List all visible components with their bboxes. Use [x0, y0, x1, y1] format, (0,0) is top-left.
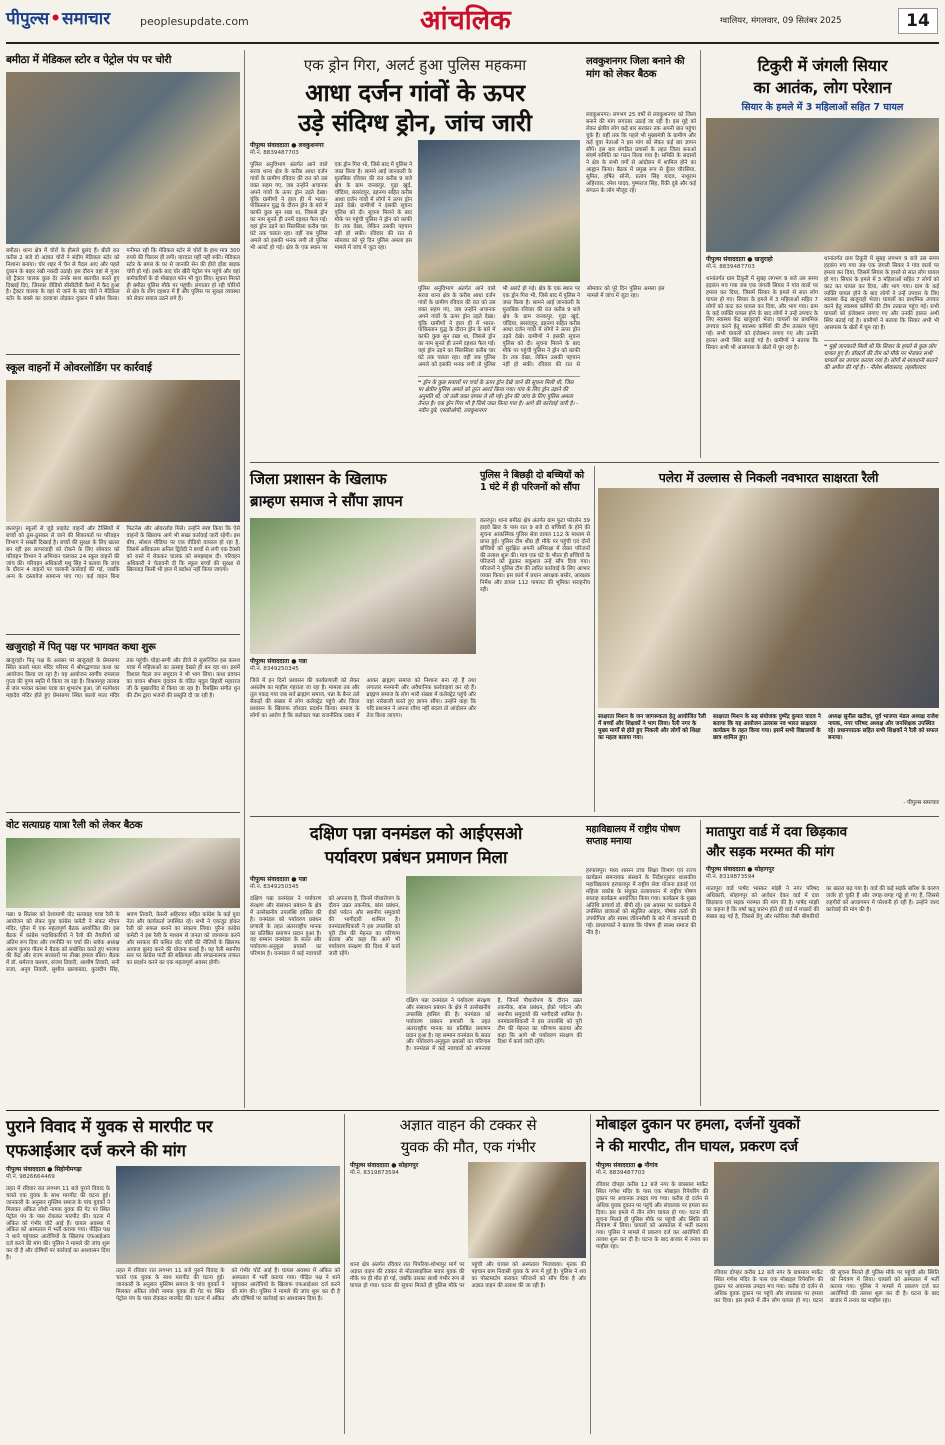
- mobile-no: मो.नं. 8349250345: [250, 883, 299, 890]
- byline-block: [250, 142, 410, 157]
- article-body: थानांतर्गत ग्राम टिकुरी में सुबह लगभग 9 बजे उस समय हड़कंप मच गया जब एक जंगली सियार ने गांव वालों पर हमला कर दिया, जिसमें सियार के हमले से सात लोग घायल हो गए। सियार के हमले में 3 महिलाओं सहित 7 लोगों को काट कर घायल कर दिया, और भाग गया। ग्राम के कई व्यक्ति घायल होने के बाद लोगों ने उन्हें उपचार के लिए स्वास्थ्य केंद्र खजुराहो भेजा। घायलों का प्राथमिक उपचार करने हेतु स्वास्थ्य कर्मियों की टीम तत्काल पहुंच गई। सभी घायलों को इंजेक्शन लगाए गए और उनकी हालत अभी स्थिर बताई गई है। ग्रामीणों ने बताया कि सियार अभी भी आसपास के खेतों में घूम रहा है।: [706, 276, 818, 352]
- article-district-demand: [586, 50, 696, 458]
- brand-left: पीपुल्स: [6, 9, 50, 30]
- divider: [250, 816, 939, 817]
- divider: [250, 462, 939, 463]
- certificate-photo[interactable]: [406, 876, 582, 994]
- brand-logo[interactable]: [6, 8, 110, 32]
- crowd-photo[interactable]: [116, 1166, 340, 1264]
- headline-line1: आधा दर्जन गांवों के ऊपर: [305, 79, 525, 107]
- quote-text: ड्रोन के कुछ सवालों पर चर्चा के ऊपर ड्रोन देखे जाने की सूचना मिली थी, जिस पर क्षेत्रीय पुलिस अमले को तुरंत अलर्ट किया गया। गांव के लिए ड्रोन उड़ाने की अनुमति थी, जो उसी वक्त वापस ले ली गई। ड्रोन की जांच के लिए पुलिस अमला तैनात है। एक ड्रोन गिरा भी है जिसे जब्त किया गया है। आगे की कार्रवाई जारी है। - नवीन दुबे, एसडीओपी, लवकुशनगर: [418, 380, 579, 414]
- article-body: रविवार दोपहर करीब 12 बजे नगर के छत्रसाल मार्केट स्थित गणेश मंदिर के पास एक मोबाइल रिपेयरिंग की दुकान पर अचानक उपद्रव मच गया। करीब दो दर्जन से अधिक युवक दुकान पर पहुंचे और संचालक पर हमला कर दिया। इस हमले में तीन लोग घायल हो गए। घटना की सूचना मिलते ही पुलिस मौके पर पहुंची और स्थिति को नियंत्रण में लिया। घायलों को अस्पताल में भर्ती कराया गया। पुलिस ने मामले में प्रकरण दर्ज कर आरोपियों की तलाश शुरू कर दी है। घटना के बाद बाजार में तनाव का माहौल रहा।: [596, 1182, 708, 1251]
- byline-block: [706, 866, 818, 881]
- headline: बमीठा में मेडिकल स्टोर व पेट्रोल पंप पर चोरी: [6, 54, 172, 66]
- school-van-photo[interactable]: [6, 380, 240, 522]
- body-continued: दक्षिण पन्ना वनमंडल ने पर्यावरण संरक्षण और संसाधन प्रबंधन के क्षेत्र में उल्लेखनीय उपलब्धि हासिल की है। वनमंडल को पर्यावरण प्रबंधन प्रणाली के तहत अंतरराष्ट्रीय मानक का प्रतिष्ठित प्रमाणन प्रदान हुआ है। यह सम्मान वनमंडल के सतत और पर्यावरण-अनुकूल प्रयासों का परिणाम है। वनमंडल में कई नवाचारों को अपनाया है, जिनमें पौधारोपण के दौरान उन्नत तकनीक, बांस प्रबंधन, ईको पर्यटन और स्थानीय समुदायों की भागीदारी शामिल है। वनमंडलाधिकारी ने इस उपलब्धि को पूरी टीम की मेहनत का परिणाम बताया और कहा कि आगे भी पर्यावरण संरक्षण की दिशा में कार्य जारी रहेंगे।: [406, 998, 582, 1053]
- headline-line2: उड़े संदिग्ध ड्रोन, जांच जारी: [298, 109, 532, 137]
- byline: पीपुल्स संवाददाता ● खजुराहो: [706, 256, 773, 263]
- headline: लवकुशनगर जिला बनाने की मांग को लेकर बैठक: [586, 56, 685, 80]
- headline-line1: जिला प्रशासन के खिलाफ: [250, 470, 387, 488]
- article-body: पन्ना। 9 सितंबर को देशव्यापी वोट सत्याग्रह यात्रा रैली के आयोजन को लेकर युवा कांग्रेस कमेटी ने संकट मोचन मंदिर, पुरैना में एक महत्वपूर्ण बैठक आयोजित की। इस बैठक में कांग्रेस पदाधिकारियों ने रैली की तैयारियों को अंतिम रूप दिया और रणनीति पर चर्चा की। ब्लॉक अध्यक्ष अरुण कुमार गौतम ने बैठक को संबोधित करते हुए भाजपा की केंद्र और राज्य सरकारों पर तीखा हमला बोला। बैठक में डॉ. धर्मराज कश्यप, संजय तिवारी, आशीष तिवारी, सनी राजा, अनूप तिवारी, सुशील खरयाबंदा, कुलदीप सिंह, श्रवण तिवारी, केसरी अहिरवार सहित कांग्रेस के कई युवा नेता और कार्यकर्ता उपस्थित रहे। सभी ने एकजुट होकर रैली को सफल बनाने का संकल्प लिया। पुरैना कांग्रेस कमेटी ने इस रैली के माध्यम से जनता को जागरूक करने और सरकार की कथित वोट चोरी की नीतियों के खिलाफ आवाज बुलंद करने की योजना बनाई है। यह रैली स्थानीय स्तर पर कांग्रेस पार्टी की सक्रियता और संगठनात्मक ताकत का प्रदर्शन करने का एक महत्वपूर्ण अवसर होगी।: [6, 912, 240, 974]
- quote-icon: ❝: [824, 344, 828, 350]
- article-body: छतरपुर। थाना बमीठा क्षेत्र अंतर्गत ग्राम फुटा फोरलेन 39 हाइवे ब्रिज के पास रात 9 बजे दो बच्चियों के होने की सूचना आकस्मिक पुलिस सेवा डायल 112 के माध्यम से प्राप्त हुई। पुलिस टीम शीघ्र ही मौके पर पहुंची एवं दोनों बच्चियों को सुरक्षित अपनी अभिरक्षा में लेकर परिजनों की तलाश शुरू की। मात्र एक घंटे के भीतर ही बच्चियों के परिजनों को ढूंढकर सकुशल उन्हें सौंप दिया गया। परिजनों ने पुलिस टीम की त्वरित कार्रवाई के लिए आभार व्यक्त किया। इस कार्य में प्रधान आरक्षक बसोर, आरक्षक निर्मेश और डायल 112 पायलट की भूमिका सराहनीय रही।: [480, 518, 590, 594]
- headline-line1: अज्ञात वाहन की टक्कर से: [399, 1116, 537, 1134]
- headline: खजुराहो में पितृ पक्ष पर भागवत कथा शुरू: [6, 642, 156, 653]
- divider: [6, 354, 240, 355]
- quote-icon: ❝: [418, 380, 422, 386]
- official-statement: [418, 376, 580, 458]
- accident-photo[interactable]: [468, 1162, 586, 1258]
- byline: पीपुल्स संवाददाता ● नौगांव: [596, 1162, 658, 1169]
- kicker: एक ड्रोन गिरा, अलर्ट हुआ पुलिस महकमा: [303, 56, 527, 74]
- article-bamitha-theft: [6, 50, 240, 350]
- article-body: जिले में इन दिनों प्रशासन की कार्यप्रणाली को लेकर असंतोष का माहौल गहराता जा रहा है। मामला तब और तूल पकड़ गया जब सर्व ब्राह्मण समाज, पन्ना के बैनर तले सैकड़ों की संख्या में लोग कलेक्ट्रेट पहुंचे और जिला प्रशासन के खिलाफ जोरदार प्रदर्शन किया। समाज के लोगों का आरोप है कि कलेक्टर पन्ना राजनीतिक दबाव में आकर ब्राह्मण समाज को निशाना बना रहे हैं तथा लगातार मनमानी और अवैधानिक कार्रवाइयां कर रहे हैं। ब्राह्मण समाज के लोग भारी संख्या में कलेक्ट्रेट पहुंचे और वहां नारेबाजी करते हुए ज्ञापन सौंपा। उन्होंने कहा कि यदि प्रशासन ने अपना रवैया नहीं बदला तो आंदोलन और तेज किया जाएगा।: [250, 678, 476, 719]
- drone-photo[interactable]: [418, 140, 580, 282]
- subheadline: सियार के हमले में 3 महिलाओं सहित 7 घायल: [741, 102, 904, 113]
- article-body: थाना क्षेत्र अंतर्गत रविवार रात पिपरिया-शोभापुर मार्ग पर अज्ञात वाहन की टक्कर से मोटरसाइकिल सवार युवक की मौके पर ही मौत हो गई, जबकि उसका साथी गंभीर रूप से घायल हो गया। घटना की सूचना मिलते ही पुलिस मौके पर पहुंची और घायल को अस्पताल भिजवाया। मृतक की पहचान ग्राम निवासी युवक के रूप में हुई है। पुलिस ने शव का पोस्टमार्टम कराकर परिजनों को सौंप दिया है और अज्ञात वाहन की तलाश की जा रही है।: [350, 1262, 586, 1289]
- byline: पीपुल्स संवाददाता ● सोहागपुर: [350, 1162, 419, 1169]
- headline-line2: एफआईआर दर्ज करने की मांग: [6, 1141, 186, 1160]
- body-continued: थानांतर्गत ग्राम टिकुरी में सुबह लगभग 9 बजे उस समय हड़कंप मच गया जब एक जंगली सियार ने गांव वालों पर हमला कर दिया, जिसमें सियार के हमले से सात लोग घायल हो गए। सियार के हमले में 3 महिलाओं सहित 7 लोगों को काट कर घायल कर दिया, और भाग गया। ग्राम के कई व्यक्ति घायल होने के बाद लोगों ने उन्हें उपचार के लिए स्वास्थ्य केंद्र खजुराहो भेजा। घायलों का प्राथमिक उपचार करने हेतु स्वास्थ्य कर्मियों की टीम तत्काल पहुंच गई। सभी घायलों को इंजेक्शन लगाए गए और उनकी हालत अभी स्थिर बताई गई है। ग्रामीणों ने बताया कि सियार अभी भी आसपास के खेतों में घूम रहा है।: [824, 256, 939, 332]
- mobile-no: मो.नं. 8839487703: [250, 149, 299, 156]
- mobile-no: मो.नं. 8839487703: [706, 263, 755, 270]
- section-title: आंचलिक: [420, 5, 511, 36]
- mobile-no: मो.नं. 8839487703: [596, 1169, 645, 1176]
- headline-line1: मातापुरा वार्ड में दवा छिड़काव: [706, 824, 847, 840]
- byline-block: [706, 256, 818, 271]
- headline-line2: ब्राम्हण समाज ने सौंपा ज्ञापन: [250, 492, 403, 510]
- column-rule: [594, 466, 595, 812]
- byline-block: [350, 1162, 470, 1177]
- column-rule: [700, 820, 701, 1106]
- caption-3: अध्यक्ष सुनील खटीक, पूर्व भाजपा मंडल अध्यक्ष राजेश नायक, नगर परिषद अध्यक्ष और जनशिक्षक उपस्थित रहे। प्रधानपाठक सहित सभी शिक्षकों ने रैली को सफल बनाया।: [828, 714, 939, 742]
- site-url[interactable]: peoplesupdate.com: [140, 15, 249, 28]
- headline-line2: और सड़क मरम्मत की मांग: [706, 844, 834, 860]
- column-rule: [700, 50, 701, 458]
- divider: [6, 634, 240, 635]
- official-quote: [824, 340, 939, 458]
- article-brahmin-memorandum: [250, 466, 476, 812]
- byline: पीपुल्स संवाददाता ● पन्ना: [250, 876, 307, 883]
- headline-line1: टिकुरी में जंगली सियार: [757, 56, 888, 75]
- byline: पीपुल्स संवाददाता ● पन्ना: [250, 658, 307, 665]
- headline: महाविद्यालय में राष्ट्रीय पोषण सप्ताह मनाया: [586, 824, 680, 848]
- article-body: बमीठा। थाना क्षेत्र में चोरों के हौसले बुलंद हैं। बीती रात करीब 2 बजे दो अज्ञात चोरों ने संदीप मेडिकल स्टोर को निशाना बनाया। चोर शहर में चैन से पैदल आए और पहले दुकान के बाहर रखी नकदी उठाई। इस दौरान वहां से गुजर रहे ट्रैक्टर चालक कुछ देर उनके साथ बातचीत करते हुए दिखाई दिए, जिसका वीडियो सीसीटीवी कैमरे में कैद हुआ है। ट्रैक्टर चालक के वहां से जाने के बाद चोरों ने मेडिकल स्टोर के बक्से का दरवाजा तोड़कर दुकान में प्रवेश किया। गनीमत रही कि मेडिकल स्टोर से चोरों के हाथ मात्र 300 रुपये की चिल्लर ही लगी। वारदात यहीं नहीं रुकी। मेडिकल स्टोर के बगल के घर से जानकी सेन की हीरो होंडा बाइक चोरी हो गई। इसके बाद चोर खैरी पेट्रोल पंप पहुंचे और वहां कर्मचारियों के दो मोबाइल फोन भी चुरा लिए। सूचना मिलते ही बमीठा पुलिस मौके पर पहुंची। लगातार हो रही चोरियों से क्षेत्र के लोग दहशत में हैं और पुलिस पर सुरक्षा व्यवस्था को लेकर सवाल उठने लगे हैं।: [6, 248, 240, 303]
- article-khajuraho-katha: [6, 638, 240, 808]
- page-number: 14: [898, 8, 938, 34]
- article-mobile-shop-attack: [596, 1114, 939, 1434]
- article-literacy-rally: [598, 466, 939, 812]
- headline-line2: ने की मारपीट, तीन घायल, प्रकरण दर्ज: [596, 1139, 798, 1155]
- headline: स्कूल वाहनों में ओवरलोडिंग पर कार्रवाई: [6, 362, 152, 374]
- article-vote-rally: [6, 816, 240, 1106]
- byline: पीपुल्स संवाददाता ● लवकुशनगर: [250, 142, 324, 149]
- mobile-no: मो.नं. 8349250345: [250, 665, 299, 672]
- byline: पीपुल्स संवाददाता ● सिहोनीमगढ़ा: [6, 1166, 82, 1173]
- article-body: पुलिस अनुविभाग अंतर्गत आने वाले सरवा थाना क्षेत्र के करीब आधा दर्जन गांवों के ग्रामीण रविवार की रात को उस वक्त सहम गए, जब उन्होंने अचानक अपने गांवों के ऊपर ड्रोन उड़ते देखा। चूंकि ग्रामीणों ने हाल ही में भारत-पाकिस्तान युद्ध के दौरान ड्रोन के बारे में काफी कुछ सुन रखा था, जिससे ड्रोन का नाम सुनते ही उनमें दहशत फैल गई। यहां ड्रोन उड़ने का सिलसिला करीब चार घंटे तक चलता रहा। वहीं जब पुलिस अमले को इसकी भनक लगी तो पुलिस भी अलर्ट हो गई। क्षेत्र के एक स्थान पर एक ड्रोन गिरा भी, जिसे बाद में पुलिस ने जब्त किया है। सामने आई जानकारी के मुताबिक रविवार की रात करीब 9 बजे क्षेत्र के ग्राम जनकपुर, गुढ़ा खुर्द, चाँदिया, बरसंदपुर, ढहनगा सहित करीब आधा दर्जन गांवों में लोगों ने ऊपर ड्रोन उड़ते देखे। ग्रामीणों ने इसकी सूचना पुलिस को दी। सूचना मिलने के बाद मौके पर पहुंची पुलिस ने ड्रोन को काफी देर तक देखा, लेकिन उसकी पहचान नहीं हो सकी। रविवार की रात से सोमवार को पूरे दिन पुलिस अमला इस मामले में जांच में जुटा रहा।: [250, 162, 412, 251]
- article-body: तहत में रविवार रात लगभग 11 बजे पुराने विवाद के चलते एक युवक के साथ मारपीट की घटना हुई। जानकारी के अनुसार मुस्लिम समाज के पांच युवकों ने मिलकर अंकित लोधी नामक युवक की गेट पर स्थित पेट्रोल पंप के पास रोककर मारपीट की। घटना में अंकित को गंभीर चोटें आई हैं। घायल अवस्था में अंकित को अस्पताल में भर्ती कराया गया। पीड़ित पक्ष ने थाने पहुंचकर आरोपियों के खिलाफ एफआईआर दर्ज करने की मांग की। पुलिस ने मामले की जांच शुरू कर दी है और दोषियों पर कार्रवाई का आश्वासन दिया है।: [6, 1186, 110, 1262]
- article-body: हरपालपुर। मध्य शासन उच्च शिक्षा विभाग एवं राज्य कार्यक्रम समन्वयक संस्थाने के निर्देशानुसार शासकीय महाविद्यालय हरपालपुर में राष्ट्रीय सेवा योजना इकाई एवं महिला प्रकोष्ठ के संयुक्त तत्वावधान में राष्ट्रीय पोषण सप्ताह कार्यक्रम आयोजित किया गया। कार्यक्रम के मुख्य अतिथि प्राचार्य डॉ. बीपी रहे। इस अवसर पर कार्यक्रम में उपस्थित छात्राओं को संतुलित आहार, पोषक तत्वों की उपयोगिता और स्वस्थ जीवनशैली के बारे में जानकारी दी गई। प्राध्यापकों ने बताया कि पोषण ही स्वस्थ समाज की नींव है।: [586, 868, 696, 937]
- brand-right: समाचार: [61, 9, 111, 30]
- article-accident: [350, 1114, 586, 1434]
- headline: वोट सत्याग्रह यात्रा रैली को लेकर बैठक: [6, 820, 143, 831]
- headline: पलेरा में उल्लास से निकली नवभारत साक्षरता रैली: [658, 470, 879, 485]
- cctv-photo[interactable]: [6, 72, 240, 244]
- article-iso-certification: [250, 820, 582, 1106]
- headline-line2: का आतंक, लोग परेशान: [753, 78, 892, 97]
- headline-line1: दक्षिण पन्ना वनमंडल को आईएसओ: [309, 824, 523, 844]
- villagers-photo[interactable]: [706, 118, 939, 252]
- article-school-vehicles: [6, 358, 240, 630]
- article-old-dispute: [6, 1114, 340, 1434]
- article-body: लवकुशनगर। लगभग 25 वर्षों से लवकुशनगर को जिला बनाने की मांग लगातार उठाई जा रही है। इस मुद्दे को लेकर क्षेत्रीय लोग कई बार सरकार तक अपनी बात पहुंचा चुके हैं। वहीं तक कि पहले भी मुख्यमंत्री के ग्रामीण और कई युवा नेताओं ने इस मांग को लेकर कई बार ज्ञापन सौंपे। इस बार संगठित प्रयासों के तहत जिला बनाओ संघर्ष समिति का गठन किया गया है। समिति के सदस्यों ने क्षेत्र के सभी वर्गों से आंदोलन में शामिल होने का आह्वान किया। बैठक में प्रमुख रूप से कुँवर चौरसिया, सुमित, हर्षित सोनी, प्रताप सिंह यादव, नाथूराम अहिरवार, रमेश यादव, पुष्पराज सिंह, रिंकी दुबे और कई संगठन के लोग मौजूद रहे।: [586, 112, 696, 194]
- headline-line1: पुराने विवाद में युवक से मारपीट पर: [6, 1117, 213, 1136]
- byline-block: [596, 1162, 708, 1177]
- photo-credit: - पीपुल्स समाचार: [903, 800, 939, 806]
- article-matapura-ward: [706, 820, 939, 1106]
- byline-block: [250, 876, 400, 891]
- article-nutrition-week: [586, 820, 696, 1106]
- mobile-no: मो.नं. 8319873594: [350, 1169, 399, 1176]
- byline: पीपुल्स संवाददाता ● सोहागपुर: [706, 866, 775, 873]
- article-girls-reunited: [480, 466, 590, 812]
- article-body: मातापुरा वार्ड पार्षद भास्कर मांझी ने नगर परिषद अधिकारी, सोहागपुर को आवेदन देकर वार्ड में दवा छिड़काव एवं सड़क मरम्मत की मांग की है। पार्षद मांझी का कहना है कि वर्षा ऋतु प्रारंभ होते ही वार्ड में मच्छरों की संख्या बढ़ गई है, जिससे डेंगू और मलेरिया जैसी बीमारियों का खतरा बढ़ गया है। वार्ड की कई सड़कें बारिश के कारण जर्जर हो चुकी हैं और जगह-जगह गड्ढे हो गए हैं, जिससे राहगीरों को आवागमन में परेशानी हो रही है। उन्होंने जल्द कार्रवाई की मांग की है।: [706, 886, 939, 920]
- rally-photo[interactable]: [598, 488, 939, 708]
- mobile-no: मो.नं. 9826664469: [6, 1173, 55, 1180]
- column-rule: [344, 1114, 345, 1434]
- body-continued: रविवार दोपहर करीब 12 बजे नगर के छत्रसाल मार्केट स्थित गणेश मंदिर के पास एक मोबाइल रिपेयरिंग की दुकान पर अचानक उपद्रव मच गया। करीब दो दर्जन से अधिक युवक दुकान पर पहुंचे और संचालक पर हमला कर दिया। इस हमले में तीन लोग घायल हो गए। घटना की सूचना मिलते ही पुलिस मौके पर पहुंची और स्थिति को नियंत्रण में लिया। घायलों को अस्पताल में भर्ती कराया गया। पुलिस ने मामले में प्रकरण दर्ज कर आरोपियों की तलाश शुरू कर दी है। घटना के बाद बाजार में तनाव का माहौल रहा।: [714, 1270, 939, 1304]
- headline-line2: युवक की मौत, एक गंभीर: [400, 1138, 536, 1156]
- headline-line1: मोबाइल दुकान पर हमला, दर्जनों युवकों: [596, 1117, 800, 1133]
- headline-line2: पर्यावरण प्रबंधन प्रमाणन मिला: [324, 848, 508, 868]
- column-rule: [244, 50, 245, 1108]
- meeting-photo[interactable]: [6, 838, 240, 908]
- shop-crowd-photo[interactable]: [714, 1162, 939, 1266]
- section-rule: [6, 1110, 939, 1111]
- article-jackal-attack: [706, 50, 939, 458]
- body-continued: तहत में रविवार रात लगभग 11 बजे पुराने विवाद के चलते एक युवक के साथ मारपीट की घटना हुई। जानकारी के अनुसार मुस्लिम समाज के पांच युवकों ने मिलकर अंकित लोधी नामक युवक की गेट पर स्थित पेट्रोल पंप के पास रोककर मारपीट की। घटना में अंकित को गंभीर चोटें आई हैं। घायल अवस्था में अंकित को अस्पताल में भर्ती कराया गया। पीड़ित पक्ष ने थाने पहुंचकर आरोपियों के खिलाफ एफआईआर दर्ज करने की मांग की। पुलिस ने मामले की जांच शुरू कर दी है और दोषियों पर कार्रवाई का आश्वासन दिया है।: [116, 1268, 340, 1302]
- brand-dot: •: [50, 9, 61, 30]
- dateline: ग्वालियर, मंगलवार, 09 सितंबर 2025: [720, 16, 842, 26]
- caption-1: साक्षरता मिशन के जन जागरूकता हेतु आयोजित रैली में बच्चों और शिक्षकों ने भाग लिया। रैली नगर के मुख्य मार्गों से होते हुए निकली और लोगों को शिक्षा का महत्व बताया गया।: [598, 714, 706, 742]
- article-body: दक्षिण पन्ना वनमंडल ने पर्यावरण संरक्षण और संसाधन प्रबंधन के क्षेत्र में उल्लेखनीय उपलब्धि हासिल की है। वनमंडल को पर्यावरण प्रबंधन प्रणाली के तहत अंतरराष्ट्रीय मानक का प्रतिष्ठित प्रमाणन प्रदान हुआ है। यह सम्मान वनमंडल के सतत और पर्यावरण-अनुकूल प्रयासों का परिणाम है। वनमंडल में कई नवाचारों को अपनाया है, जिनमें पौधारोपण के दौरान उन्नत तकनीक, बांस प्रबंधन, ईको पर्यटन और स्थानीय समुदायों की भागीदारी शामिल है। वनमंडलाधिकारी ने इस उपलब्धि को पूरी टीम की मेहनत का परिणाम बताया और कहा कि आगे भी पर्यावरण संरक्षण की दिशा में कार्य जारी रहेंगे।: [250, 896, 400, 958]
- article-body: छतरपुर। स्कूलों से जुड़े प्राइवेट वाहनों और टैक्सियों में बच्चों को ठूस-ठूसकर ले जाने की शिकायतों पर परिवहन विभाग ने सख्ती दिखाई है। बच्चों की सुरक्षा के लिए खतरा बन रही इस लापरवाही को रोकने के लिए सोमवार को परिवहन विभाग ने अभियान चलाकर 24 स्कूल वाहनों की जांच की। परिवहन अधिकारी मधु सिंह ने बताया कि जांच के दौरान 4 वाहनों पर चालानी कार्रवाई की गई, जबकि अन्य के दस्तावेज सामान्य पाए गए। कई वाहन बिना फिटनेस और ओवरलोड मिले। उन्होंने स्पष्ट किया कि ऐसे वाहनों के खिलाफ आगे भी सख्त कार्रवाई जारी रहेगी। इस बीच, सोशल मीडिया पर एक वीडियो वायरल हो रहा है, जिसमें अधिकतम अनिल द्विवेदी ने बच्चों से लगी एक टैक्सी को रास्ते में रोककर चालक को समझाइश दी। परिवहन अधिकारी ने चेतावनी दी कि स्कूल बच्चों की सुरक्षा से खिलवाड़ किसी भी हाल में बर्दाश्त नहीं किया जाएगा।: [6, 526, 240, 581]
- column-rule: [590, 1114, 591, 1434]
- article-body: खजुराहो। पितृ पक्ष के अवसर पर खजुराहो के प्रेमसागर स्थित कालो माता मंदिर परिसर में श्रीमद्भागवत कथा का आयोजन किया जा रहा है। यह आयोजन स्वर्गीय रामलाल गुप्ता की पुण्य स्मृति में किया जा रहा है। विश्रामगृह तालाब से जल भरकर कलश यात्रा का शुभारंभ हुआ, जो मतंगेश्वर महादेव मंदिर होते हुए प्रेमसागर स्थित कालो माता मंदिर तक पहुंची। घोड़ा-बग्गी और डीजे से सुसज्जित इस कलश यात्रा में महिलाओं का उत्साह देखते ही बन रहा था। इसमें विशाल पैदल जन समुदाय ने भी भाग लिया। कथा प्रवचन का वाचन श्रीधाम वृंदावन के पंडित मृदुल बिहारी महाराज जी के मुखारविंद से किया जा रहा है। रिमझिम संगीत धुन की टीम द्वारा भजनों की प्रस्तुति दी जा रही है।: [6, 658, 240, 699]
- headline: पुलिस ने बिछड़ी दो बच्चियों को 1 घंटे में ही परिजनों को सौंपा: [480, 470, 584, 494]
- quote-text: मुझे जानकारी मिली थी कि सियार के हमले से कुछ लोग घायल हुए हैं। डॉक्टरों की टीम को मौके पर भेजकर सभी घायलों का उपचार कराया गया है। लोगों से सावधानी बरतने की अपील की गई है। - नीलेश श्रीवास्तव, तहसीलदार: [824, 344, 938, 371]
- body-continued: पुलिस अनुविभाग अंतर्गत आने वाले सरवा थाना क्षेत्र के करीब आधा दर्जन गांवों के ग्रामीण रविवार की रात को उस वक्त सहम गए, जब उन्होंने अचानक अपने गांवों के ऊपर ड्रोन उड़ते देखा। चूंकि ग्रामीणों ने हाल ही में भारत-पाकिस्तान युद्ध के दौरान ड्रोन के बारे में काफी कुछ सुन रखा था, जिससे ड्रोन का नाम सुनते ही उनमें दहशत फैल गई। यहां ड्रोन उड़ने का सिलसिला करीब चार घंटे तक चलता रहा। वहीं जब पुलिस अमले को इसकी भनक लगी तो पुलिस भी अलर्ट हो गई। क्षेत्र के एक स्थान पर एक ड्रोन गिरा भी, जिसे बाद में पुलिस ने जब्त किया है। सामने आई जानकारी के मुताबिक रविवार की रात करीब 9 बजे क्षेत्र के ग्राम जनकपुर, गुढ़ा खुर्द, चाँदिया, बरसंदपुर, ढहनगा सहित करीब आधा दर्जन गांवों में लोगों ने ऊपर ड्रोन उड़ते देखे। ग्रामीणों ने इसकी सूचना पुलिस को दी। सूचना मिलने के बाद मौके पर पहुंची पुलिस ने ड्रोन को काफी देर तक देखा, लेकिन उसकी पहचान नहीं हो सकी। रविवार की रात से सोमवार को पूरे दिन पुलिस अमला इस मामले में जांच में जुटा रहा।: [418, 286, 665, 368]
- byline-block: [250, 658, 360, 673]
- masthead-rule: [6, 42, 939, 44]
- protest-photo[interactable]: [250, 518, 476, 654]
- masthead: [0, 0, 945, 44]
- mobile-no: मो.नं. 8319873594: [706, 873, 755, 880]
- caption-2: साक्षरता मिशन के सह संयोजक पुष्पेंद्र कुमार यादव ने बताया कि यह आयोजन उल्लास नव भारत साक्षरता कार्यक्रम के तहत किया गया। इसमें सभी विद्यालयों के छात्र शामिल हुए।: [713, 714, 821, 742]
- divider: [6, 812, 240, 813]
